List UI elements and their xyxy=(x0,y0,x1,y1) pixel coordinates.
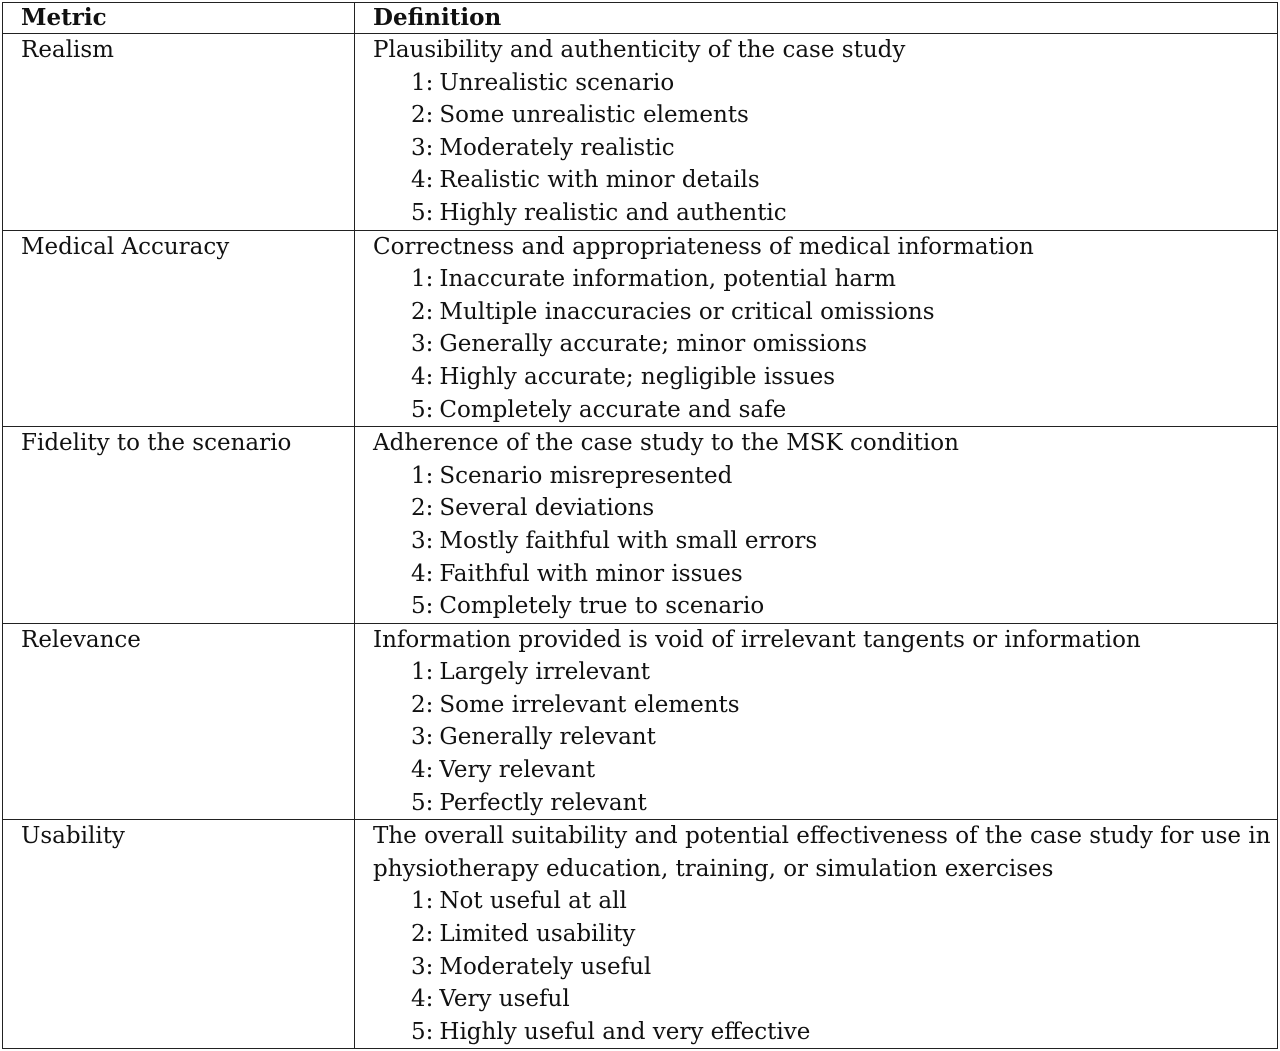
metric-cell: Medical Accuracy xyxy=(3,230,355,427)
score-level xyxy=(373,656,1277,689)
table-row xyxy=(3,820,1278,1049)
score-text: Largely irrelevant xyxy=(439,659,651,686)
score-number: 4: xyxy=(411,363,434,390)
score-number: 1: xyxy=(411,888,434,915)
definition-description: The overall suitability and potential effectiveness of the case study for use in physiotherapy education, training, or simulation exercises xyxy=(373,823,1271,882)
score-number: 5: xyxy=(411,789,434,816)
score-text: Moderately realistic xyxy=(439,134,675,161)
score-text: Not useful at all xyxy=(439,888,627,915)
score-text: Very relevant xyxy=(439,757,596,784)
score-level xyxy=(373,296,1277,329)
score-text: Some irrelevant elements xyxy=(439,691,740,718)
score-number: 2: xyxy=(411,495,434,522)
score-text: Very useful xyxy=(439,986,570,1013)
metrics-table-container xyxy=(2,2,1277,1049)
table-header-row xyxy=(3,3,1278,34)
score-number: 3: xyxy=(411,724,434,751)
score-level xyxy=(373,492,1277,525)
score-text: Unrealistic scenario xyxy=(439,69,675,96)
score-number: 2: xyxy=(411,102,434,129)
metric-cell: Usability xyxy=(3,820,355,1049)
score-number: 1: xyxy=(411,69,434,96)
score-number: 5: xyxy=(411,396,434,423)
score-number: 4: xyxy=(411,757,434,784)
score-level xyxy=(373,99,1277,132)
score-level xyxy=(373,263,1277,296)
score-level xyxy=(373,951,1277,984)
score-text: Realistic with minor details xyxy=(439,167,760,194)
definition-description: Information provided is void of irrelevant tangents or information xyxy=(373,626,1141,653)
score-number: 1: xyxy=(411,266,434,293)
score-number: 3: xyxy=(411,953,434,980)
score-number: 1: xyxy=(411,462,434,489)
score-text: Inaccurate information, potential harm xyxy=(439,266,896,293)
score-number: 5: xyxy=(411,199,434,226)
metric-cell: Relevance xyxy=(3,623,355,820)
score-text: Generally relevant xyxy=(439,724,656,751)
score-number: 4: xyxy=(411,986,434,1013)
score-number: 1: xyxy=(411,659,434,686)
definition-cell xyxy=(355,230,1278,427)
score-level xyxy=(373,394,1277,427)
score-text: Completely true to scenario xyxy=(439,593,765,620)
score-level xyxy=(373,1016,1277,1049)
table-row xyxy=(3,230,1278,427)
score-level xyxy=(373,361,1277,394)
definition-cell xyxy=(355,427,1278,624)
score-level xyxy=(373,525,1277,558)
score-text: Completely accurate and safe xyxy=(439,396,787,423)
table-row xyxy=(3,623,1278,820)
score-text: Scenario misrepresented xyxy=(439,462,733,489)
score-number: 2: xyxy=(411,921,434,948)
header-definition: Definition xyxy=(355,3,1278,34)
score-level xyxy=(373,558,1277,591)
definition-cell xyxy=(355,623,1278,820)
score-level xyxy=(373,885,1277,918)
table-row xyxy=(3,427,1278,624)
score-text: Multiple inaccuracies or critical omissions xyxy=(439,298,935,325)
score-level xyxy=(373,328,1277,361)
score-level xyxy=(373,983,1277,1016)
metrics-table xyxy=(2,2,1278,1049)
score-number: 3: xyxy=(411,527,434,554)
definition-cell xyxy=(355,34,1278,231)
score-text: Highly realistic and authentic xyxy=(439,199,787,226)
score-level xyxy=(373,918,1277,951)
score-level xyxy=(373,164,1277,197)
score-level xyxy=(373,460,1277,493)
score-level xyxy=(373,787,1277,820)
score-text: Generally accurate; minor omissions xyxy=(439,331,868,358)
score-level xyxy=(373,721,1277,754)
definition-cell xyxy=(355,820,1278,1049)
definition-description: Plausibility and authenticity of the case study xyxy=(373,37,906,63)
table-row xyxy=(3,34,1278,231)
header-metric: Metric xyxy=(3,3,355,34)
score-text: Faithful with minor issues xyxy=(439,560,743,587)
metric-cell: Fidelity to the scenario xyxy=(3,427,355,624)
score-level xyxy=(373,754,1277,787)
score-text: Limited usability xyxy=(439,921,636,948)
score-number: 5: xyxy=(411,1018,434,1045)
score-text: Some unrealistic elements xyxy=(439,102,749,129)
score-text: Perfectly relevant xyxy=(439,789,647,816)
metric-cell: Realism xyxy=(3,34,355,231)
score-text: Highly accurate; negligible issues xyxy=(439,363,836,390)
score-level xyxy=(373,67,1277,100)
score-text: Moderately useful xyxy=(439,953,652,980)
score-number: 3: xyxy=(411,134,434,161)
score-text: Several deviations xyxy=(439,495,655,522)
score-number: 4: xyxy=(411,560,434,587)
score-level xyxy=(373,590,1277,623)
score-number: 3: xyxy=(411,331,434,358)
definition-description: Correctness and appropriateness of medical information xyxy=(373,233,1034,260)
score-number: 4: xyxy=(411,167,434,194)
score-number: 2: xyxy=(411,691,434,718)
score-text: Mostly faithful with small errors xyxy=(439,527,818,554)
score-level xyxy=(373,132,1277,165)
score-level xyxy=(373,197,1277,230)
definition-description: Adherence of the case study to the MSK condition xyxy=(373,430,959,457)
score-text: Highly useful and very effective xyxy=(439,1018,811,1045)
score-level xyxy=(373,689,1277,722)
score-number: 5: xyxy=(411,593,434,620)
score-number: 2: xyxy=(411,298,434,325)
